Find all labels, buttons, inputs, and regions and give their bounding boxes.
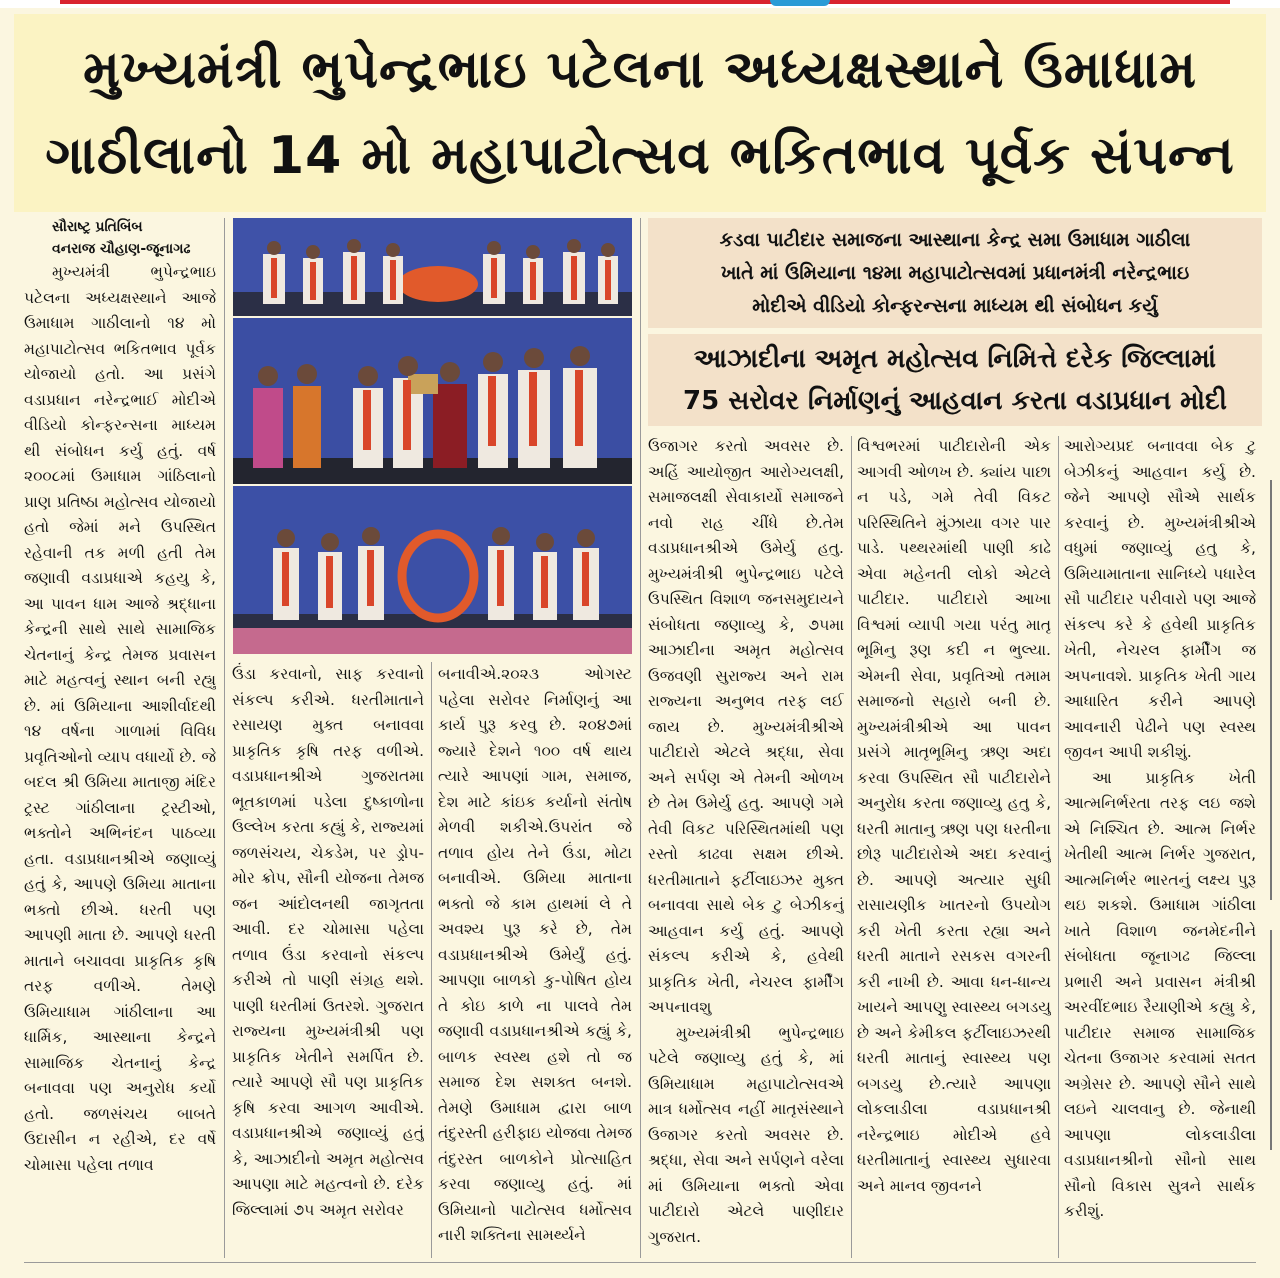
bottom-rule (24, 1262, 1256, 1263)
photo-award-image (233, 318, 632, 484)
byline (24, 216, 216, 260)
paragraph: મુખ્યમંત્રી ભુપેન્દ્રભાઇ પટેલના અધ્યક્ષસ્થાને આજે ઉમાધામ ગાઠીલાનો ૧૪ મો મહાપાટોત્સવ ભકિતભાવ પૂર્વક યોજાયો હતો. આ પ્રસંગે વડાપ્રધાન નરેન્દ્રભાઈ મોદીએ વીડિયો કોન્ફરન્સના માધ્યમ થી સંબોધન કર્યુ હતું. વર્ષ ૨૦૦૮માં ઉમાધામ ગાંઠિલાનો પ્રાણ પ્રતિષ્ઠા મહોત્સવ યોજાયો હતો જેમાં મને ઉપસ્થિત રહેવાની તક મળી હતી તેમ જણાવી વડાપ્રધાએ કહયુ કે, આ પાવન ધામ આજે શ્રદ્ધાના કેન્દ્રની સાથે સાથે સામાજિક ચેતનાનું કેન્દ્ર તેમજ પ્રવાસન માટે મહત્વનું સ્થાન બની રહ્યુ છે. માં ઉમિયાના આશીર્વાદથી ૧૪ વર્ષના ગાળામાં વિવિધ પ્રવૃતિઓનો વ્યાપ વધાર્યો છે. જે બદલ શ્રી ઉમિયા માતાજી મંદિર ટ્રસ્ટ ગાંઠીલાના ટ્રસ્ટીઓ, ભક્તોને અભિનંદન પાઠવ્યા હતા. વડાપ્રધાનશ્રીએ જણાવ્યું હતું કે, આપણે ઉમિયા માતાના ભક્તો છીએ. ધરતી પણ આપણી માતા છે. આપણે ધરતી માતાને બચાવવા પ્રાકૃતિક કૃષિ તરફ વળીએ. તેમણે ઉમિયાધામ ગાંઠીલાના આ ધાર્મિક, આસ્થાના કેન્દ્રને સામાજિક ચેતનાનું કેન્દ્ર બનાવવા પણ અનુરોધ કર્યો હતો. જળસંચય બાબતે ઉદાસીન ન રહીએ, દર વર્ષે ચોમાસા પહેલા તળાવ (24, 263, 216, 1174)
adjacent-page-edge (1262, 230, 1280, 1260)
top-color-strip (0, 0, 1280, 8)
subhead-1-line-1: કડવા પાટીદાર સમાજના આસ્થાના કેન્દ્ર સમા ઉમાધામ ગાઠીલા (719, 228, 1191, 251)
column-divider (851, 436, 852, 1258)
headline-line-1: મુખ્યમંત્રી ભુપેન્દ્રભાઇ પટેલના અધ્યક્ષસ્થાને ઉમાધામ (83, 40, 1197, 100)
column-divider (640, 218, 641, 1258)
headline-box (14, 14, 1266, 212)
paragraph: વિશ્વભરમાં પાટીદારોની એક આગવી ઓળખ છે. ક્યાંય પાછા ન પડે, ગમે તેવી વિકટ પરિસ્થિતિને મુંઝાયા વગર પાર પાડે. પથ્થરમાંથી પાણી કાઢે એવા મહેનતી લોકો એટલે પાટીદાર. પાટીદારો આખા વિશ્વમાં વ્યાપી ગયા પરંતુ માતૃ ભૂમિનુ રૂણ કદી ન ભુલ્યા. એમની સેવા, પ્રવૃતિઓ તમામ સમાજનો સહારો બની છે. મુખ્યમંત્રીશ્રીએ આ પાવન પ્રસંગે માતૃભૂમિનુ ઋણ અદા કરવા ઉપસ્થિત સૌ પાટીદારોને અનુરોધ કરતા જણાવ્યુ હતુ કે, ધરતી માતાનુ ઋણ પણ ધરતીના છોરૂ પાટીદારોએ અદા કરવાનું છે. આપણે અત્યાર સુધી રાસાયણીક ખાતરનો ઉપયોગ કરી ખેતી કરતા રહ્યા અને ધરતી માતાને રસકસ વગરની કરી નાખી છે. આવા ધન-ધાન્ય ખાયને આપણુ સ્વાસ્થ્ય બગડયુ છે અને કેમીકલ ફર્ટીલાઇઝરથી ધરતી માતાનું સ્વાસ્થ્ય પણ બગડયુ છે.ત્યારે આપણા લોકલાડીલા વડાપ્રધાનશ્રી નરેન્દ્રભાઇ મોદીએ હવે ધરતીમાતાનું સ્વાસ્થ્ય સુધારવા અને માનવ જીવનને (857, 437, 1051, 1195)
article-column-2 (232, 662, 424, 1260)
article-column-6 (1064, 434, 1256, 1260)
photo-stage-top-image (233, 218, 632, 316)
paragraph: મુખ્યમંત્રીશ્રી ભુપેન્દ્રભાઇ પટેલે જણાવ્યુ હતું કે, માં ઉમિયાધામ મહાપાટોત્સવએ માત્ર ધર્મોત્સવ નહીં માતૃસંસ્થાને ઉજાગર કરતો અવસર છે. શ્રદ્ધા, સેવા અને સર્પણને વરેલા માં ઉમિયાના ભક્તો એવા પાટીદારો એટલે પાણીદાર ગુજરાત. (648, 1023, 844, 1246)
subhead-2 (648, 334, 1262, 426)
byline-source: સૌરાષ્ટ્ર પ્રતિબિંબ (52, 219, 143, 235)
column-divider (224, 218, 225, 1258)
photo-stage-top (233, 218, 632, 316)
article-column-5 (857, 434, 1051, 1260)
photo-stage-bottom-image (233, 486, 632, 654)
top-red-rule (60, 0, 1230, 4)
subhead-1-line-3: મોદીએ વીડિયો કોન્ફરન્સના માધ્યમ થી સંબોધન કર્યુ (752, 294, 1158, 317)
paragraph: બનાવીએ.૨૦૨૩ ઓગસ્ટ પહેલા સરોવર નિર્માણનું આ કાર્ય પુરૂ કરવુ છે. ૨૦૪૭માં જ્યારે દેશને ૧૦૦ વર્ષ થાય ત્યારે આપણાં ગામ, સમાજ, દેશ માટે કાંઇક કર્યાનો સંતોષ મેળવી શકીએ.ઉપરાંત જે તળાવ હોય તેને ઉંડા, મોટા બનાવીએ. ઉમિયા માતાના ભક્તો જે કામ હાથમાં લે તે અવશ્ય પુરૂ કરે છે, તેમ વડાપ્રધાનશ્રીએ ઉમેર્યું હતું. આપણા બાળકો કુ-પોષિત હોય તે કોઇ કાળે ના પાલવે તેમ જણાવી વડાપ્રધાનશ્રીએ કહ્યું કે, બાળક સ્વસ્થ હશે તો જ સમાજ દેશ સશક્ત બનશે. તેમણે ઉમાધામ દ્વારા બાળ તંદુરસ્તી હરીફાઇ યોજવા તેમજ તંદુરસ્ત બાળકોને પ્રોત્સાહિત કરવા જણાવ્યુ હતું. માં ઉમિયાનો પાટોત્સવ ધર્મોત્સવ નારી શક્તિના સામર્થ્યને (438, 665, 632, 1244)
bottom-band (0, 1262, 1280, 1278)
byline-reporter: વનરાજ ચૌહાણ-જૂનાગઢ (52, 241, 191, 257)
article-column-1 (24, 216, 216, 1260)
headline-line-2: ગાઠીલાનો 14 મો મહાપાટોત્સવ ભકિતભાવ પૂર્વક સંપન્ન (45, 126, 1235, 186)
article-column-3 (438, 662, 632, 1260)
column-divider (431, 662, 432, 1258)
paragraph: ઉજાગર કરતો અવસર છે. અહિં આયોજીત આરોગ્યલક્ષી, સમાજલક્ષી સેવાકાર્યો સમાજને નવો રાહ ચીંધે છે.તેમ વડાપ્રધાનશ્રીએ ઉમેર્યુ હતુ. મુખ્યમંત્રીશ્રી ભુપેન્દ્રભાઇ પટેલે ઉપસ્થિત વિશાળ જનસમુદાયને સંબોધતા જણાવ્યુ કે, ૭૫મા આઝાદીના અમૃત મહોત્સવ ઉજવણી સુરાજ્ય અને રામ રાજ્યના અનુભવ તરફ લઈ જાય છે. મુખ્યમંત્રીશ્રીએ પાટીદારો એટલે શ્રદ્ધા, સેવા અને સર્પણ એ તેમની ઓળખ છે તેમ ઉમેર્યુ હતુ. આપણે ગમે તેવી વિકટ પરિસ્થિતમાંથી પણ રસ્તો કાઢવા સક્ષમ છીએ. ધરતીમાતાને ફર્ટીલાઇઝર મુક્ત બનાવવા સાથે બેક ટુ બેઝીકનું આહવાન કર્યુ હતું. આપણે સંકલ્પ કરીએ કે, હવેથી પ્રાકૃતિક ખેતી, નેચરલ ફાર્મીંગ અપનાવશુ (648, 437, 844, 1016)
paragraph: ઉંડા કરવાનો, સાફ કરવાનો સંકલ્પ કરીએ. ધરતીમાતાને રસાયણ મુક્ત બનાવવા પ્રાકૃતિક કૃષિ તરફ વળીએ. વડાપ્રધાનશ્રીએ ગુજરાતમા ભૂતકાળમાં પડેલા દુષ્કાળોના ઉલ્લેખ કરતા કહ્યું કે, રાજ્યમાં જળસંચય, ચેકડેમ, પર ડ્રોપ-મોર ક્રોપ, સૌની યોજના તેમજ જન આંદોલનથી જાગૃતતા આવી. દર ચોમાસા પહેલા તળાવ ઉંડા કરવાનો સંકલ્પ કરીએ તો પાણી સંગ્રહ થશે. પાણી ધરતીમાં ઉતરશે. ગુજરાત રાજ્યના મુખ્યમંત્રીશ્રી પણ પ્રાકૃતિક ખેતીને સમર્પિત છે. ત્યારે આપણે સૌ પણ પ્રાકૃતિક કૃષિ કરવા આગળ આવીએ. વડાપ્રધાનશ્રીએ જણાવ્યું હતું કે, આઝાદીનો અમૃત મહોત્સવ આપણા માટે મહત્વનો છે. દરેક જિલ્લામાં ૭૫ અમૃત સરોવર (232, 665, 424, 1219)
subhead-2-line-1: આઝાદીના અમૃત મહોત્સવ નિમિત્તે દરેક જિલ્લામાં (693, 344, 1217, 374)
photo-award-ceremony (233, 318, 632, 484)
paragraph: આ પ્રાકૃતિક ખેતી આત્મનિર્ભરતા તરફ લઇ જશે એ નિશ્ચિત છે. આત્મ નિર્ભર ખેતીથી આત્મ નિર્ભર ગુજરાત, આત્મનિર્ભર ભારતનું લક્ષ્ય પુરૂ થઇ શકશે. ઉમાધામ ગાંઠીલા ખાતે વિશાળ જનમેદનીને સંબોધતા જૂનાગઢ જિલ્લા પ્રભારી અને પ્રવાસન મંત્રીશ્રી અરવીંદભાઇ રૈયાણીએ કહ્યુ કે, પાટીદાર સમાજ સામાજિક ચેતના ઉજાગર કરવામાં સતત અગ્રેસર છે. આપણે સૌને સાથે લઇને ચાલવાનુ છે. જેનાથી આપણા લોકલાડીલા વડાપ્રધાનશ્રીનો સૌનો સાથ સૌનો વિકાસ સુત્રને સાર્થક કરીશું. (1064, 768, 1256, 1220)
paragraph: આરોગ્યપ્રદ બનાવવા બેક ટુ બેઝીકનું આહવાન કર્યુ છે. જેને આપણે સૌએ સાર્થક કરવાનું છે. મુખ્યમંત્રીશ્રીએ વધુમાં જણાવ્યું હતુ કે, ઉમિયામાતાના સાનિધ્યે પધારેલ સૌ પાટીદાર પરીવારો પણ આજે સંકલ્પ કરે કે હવેથી પ્રાકૃતિક ખેતી, નેચરલ ફાર્મીંગ જ અપનાવશે. પ્રાકૃતિક ખેતી ગાય આધારિત કરીને આપણે આવનારી પેઢીને પણ સ્વસ્થ જીવન આપી શકીશું. (1064, 437, 1256, 761)
photo-stage-bottom (233, 486, 632, 654)
article-column-4 (648, 434, 844, 1260)
column-divider (1058, 436, 1059, 1258)
subhead-1 (648, 218, 1262, 328)
subhead-1-line-2: ખાતે માં ઉમિયાના ૧૪મા મહાપાટોત્સવમાં પ્રધાનમંત્રી નરેન્દ્રભાઇ (720, 261, 1190, 284)
subhead-2-line-2: 75 સરોવર નિર્માણનું આહવાન કરતા વડાપ્રધાન મોદી (683, 386, 1227, 416)
top-blue-tab (770, 0, 830, 6)
